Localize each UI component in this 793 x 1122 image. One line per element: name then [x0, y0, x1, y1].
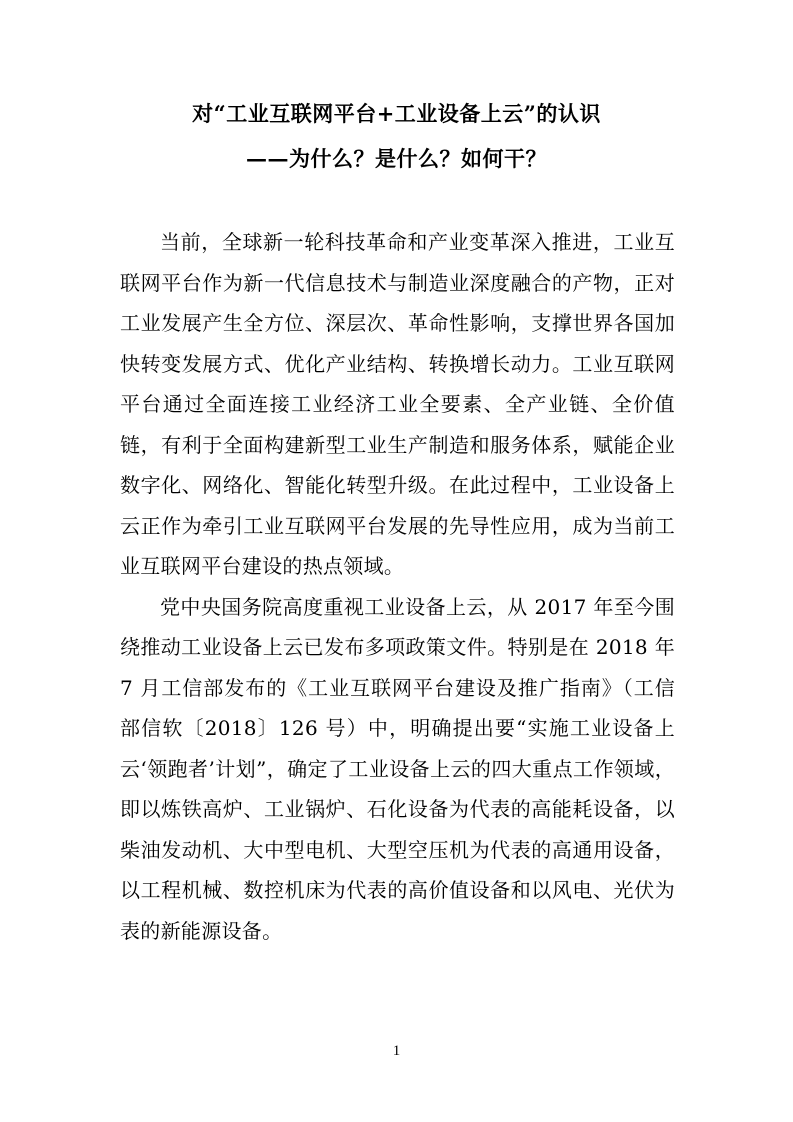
document-subtitle: ——为什么？是什么？如何干？	[246, 146, 547, 171]
document-body	[120, 222, 675, 951]
document-title: 对“工业互联网平台+工业设备上云”的认识	[192, 101, 601, 126]
page-number: 1	[392, 1043, 401, 1059]
paragraph: 当前，全球新一轮科技革命和产业变革深入推进，工业互联网平台作为新一代信息技术与制造业深度融合的产物，正对工业发展产生全方位、深层次、革命性影响，支撑世界各国加快转变发展方式、优化产业结构、转换增长动力。工业互联网平台通过全面连接工业经济工业全要素、全产业链、全价值链，有利于全面构建新型工业生产制造和服务体系，赋能企业数字化、网络化、智能化转型升级。在此过程中，工业设备上云正作为牵引工业互联网平台发展的先导性应用，成为当前工业互联网平台建设的热点领域。	[120, 230, 675, 578]
paragraph: 党中央国务院高度重视工业设备上云，从 2017 年至今围绕推动工业设备上云已发布多项政策文件。特别是在 2018 年 7 月工信部发布的《工业互联网平台建设及推广指南》（工信部信软〔2018〕126 号）中，明确提出要“实施工业设备上云‘领跑者’计划”，确定了工业设备上云的四大重点工作领域，即以炼铁高炉、工业锅炉、石化设备为代表的高能耗设备，以柴油发动机、大中型电机、大型空压机为代表的高通用设备，以工程机械、数控机床为代表的高价值设备和以风电、光伏为表的新能源设备。	[120, 594, 675, 943]
